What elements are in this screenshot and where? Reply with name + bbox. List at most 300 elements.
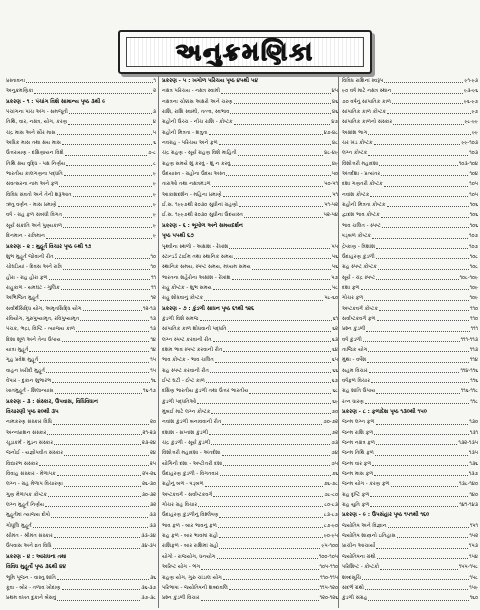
entry-page-number: ૧૦૭ xyxy=(469,233,478,240)
entry-title: ગોચર ગ્રહ વિચાર xyxy=(162,502,198,509)
leader-dots xyxy=(49,273,151,280)
leader-dots xyxy=(232,273,331,280)
entry-title: વિવિધ રાશિનાં સ્વરૂપ xyxy=(342,78,384,84)
entry-title: વર્ષ કુંડળી xyxy=(342,336,362,343)
index-entry xyxy=(6,314,156,324)
entry-page-number: ૩૩ xyxy=(149,522,156,529)
index-entry xyxy=(342,169,478,179)
entry-page-number: ૫૧-૫૨ xyxy=(324,202,338,209)
entry-page-number: ૩૨ xyxy=(149,502,156,509)
leader-dots xyxy=(384,76,463,83)
entry-page-number: ૪૮-૪૯ xyxy=(324,150,338,157)
entry-title: જન્મ નક્ષત્ર ફળ xyxy=(342,440,376,447)
entry-title: વેપાર - દુકાન શુભારંભ xyxy=(6,377,52,384)
leader-dots xyxy=(217,552,318,559)
index-entry xyxy=(342,386,478,396)
leader-dots xyxy=(53,541,141,548)
index-entry xyxy=(342,335,478,345)
leader-dots xyxy=(219,138,331,145)
entry-page-number: ૧૫૩ xyxy=(468,543,478,550)
entry-page-number: ૯૮-૯૯ xyxy=(464,119,478,126)
entry-title: ગુણ મેળાપક કોષ્ટક xyxy=(6,491,48,498)
index-entry xyxy=(162,521,338,531)
entry-page-number: ૭૦-૭૨ xyxy=(323,419,338,426)
leader-dots xyxy=(57,573,149,580)
leader-dots xyxy=(58,200,153,207)
leader-dots xyxy=(47,428,141,435)
entry-title: સંદર્ભ ગ્રંથો xyxy=(342,584,364,591)
leader-dots xyxy=(249,386,331,393)
index-entry xyxy=(162,366,338,376)
leader-dots xyxy=(234,97,331,104)
entry-page-number: ૯ xyxy=(153,222,156,229)
entry-page-number: ૬૭ xyxy=(331,377,338,384)
entry-page-number: ૧૫૨ xyxy=(469,533,478,540)
index-entry xyxy=(162,200,338,210)
index-entry xyxy=(342,355,478,365)
index-entry xyxy=(342,117,478,127)
leader-dots xyxy=(379,304,469,311)
index-entry xyxy=(342,314,478,324)
entry-page-number: ૧૩ xyxy=(150,315,156,322)
entry-page-number: ૫૭ xyxy=(331,274,338,281)
entry-title: રાહુકાળ - યમઘંટ - ગુલિક xyxy=(6,284,60,291)
leader-dots xyxy=(228,324,332,331)
index-entry xyxy=(162,407,338,417)
leader-dots xyxy=(57,469,141,476)
entry-page-number: ૪ xyxy=(152,119,156,126)
entry-page-number: ૯ xyxy=(153,202,156,209)
leader-dots xyxy=(229,242,330,249)
entry-title: તિથિ, વાર, નક્ષત્ર, યોગ, કરણ xyxy=(6,119,68,126)
entry-page-number: ૬૩ xyxy=(331,336,338,343)
index-entry xyxy=(162,314,338,324)
leader-dots xyxy=(34,86,152,93)
entry-page-number: ૧૦૮ xyxy=(469,253,478,260)
index-entry xyxy=(162,210,338,220)
index-entry xyxy=(342,459,478,469)
leader-dots xyxy=(33,521,149,528)
entry-page-number: ૭૫ xyxy=(331,460,338,467)
entry-title: કુંડળી વિશે સમજ xyxy=(162,315,199,322)
entry-page-number: ૮૦-૮૩ xyxy=(324,502,338,509)
index-entry xyxy=(162,86,338,96)
leader-dots xyxy=(370,490,468,497)
entry-page-number: ૩૬-૩૭ xyxy=(141,584,156,591)
entry-title: અધિક માસ તથા ક્ષય માસ xyxy=(6,140,61,147)
leader-dots xyxy=(365,583,468,590)
entry-page-number: ૧૦૦-૧૦૫ xyxy=(318,553,338,560)
leader-dots xyxy=(376,541,468,548)
index-entry xyxy=(162,459,338,469)
index-column-1 xyxy=(6,76,156,608)
entry-title: પરિશિષ્ટ - કોષ્ટકો xyxy=(342,564,380,571)
index-entry xyxy=(342,531,478,541)
chapter-heading xyxy=(162,221,338,231)
entry-page-number: ૧૪ xyxy=(150,346,156,353)
entry-page-number: ૭૬-૭૮ xyxy=(323,481,338,488)
entry-title: પ્રથમ વખત દુકાને બેસવું xyxy=(6,595,57,602)
leader-dots xyxy=(377,314,470,321)
entry-page-number: ૧૧૦ xyxy=(470,305,478,312)
leader-dots xyxy=(366,324,469,331)
index-entry xyxy=(6,500,156,510)
entry-title: ઈષ્ટ ઘટી - ઈષ્ટ કાળ xyxy=(162,377,205,384)
entry-title: ગ્રહોની મિત્રતા - શત્રુતા xyxy=(162,129,208,136)
entry-page-number: ૬૬ xyxy=(332,367,338,374)
leader-dots xyxy=(201,562,318,569)
entry-title: સર્વાર્થસિદ્ધિ યોગ, અમૃતસિદ્ધિ યોગ xyxy=(6,305,82,312)
leader-dots xyxy=(223,190,332,197)
entry-title: પ્રશ્ન કુંડળી વિચાર xyxy=(162,595,200,602)
entry-title: પૃષ્ઠ ૫૫થી ૬૭ xyxy=(162,233,194,240)
entry-page-number: ૬૧ xyxy=(332,315,338,322)
entry-title: મુંથા - વર્ષેશ xyxy=(342,357,367,364)
entry-title: નામકરણ સંસ્કાર વિધિ xyxy=(6,419,53,426)
leader-dots xyxy=(388,521,469,528)
entry-page-number: ૧૩૫ xyxy=(468,450,478,457)
entry-page-number: ૬૮ xyxy=(332,388,338,395)
index-entry xyxy=(342,593,478,603)
entry-title: જનોઈ - યજ્ઞોપવીત સંસ્કાર xyxy=(6,450,64,457)
leader-dots xyxy=(53,417,149,424)
entry-title: ગ્રહ સ્પષ્ટ કોષ્ટક xyxy=(342,264,377,271)
index-entry xyxy=(342,324,478,334)
entry-page-number: ૬ xyxy=(153,140,156,147)
entry-title: અષ્ટકવર્ગ કોષ્ટક xyxy=(342,305,378,312)
leader-dots xyxy=(39,355,149,362)
index-entry xyxy=(162,169,338,179)
leader-dots xyxy=(222,417,322,424)
entry-page-number: ૪૭ xyxy=(331,119,338,126)
leader-dots xyxy=(204,293,323,300)
index-entry xyxy=(162,593,338,603)
entry-title: ગ્રહોનું બળ - ષડ્બળ xyxy=(162,481,204,488)
entry-title: ગોધૂલિ મુહૂર્ત xyxy=(6,522,32,529)
leader-dots xyxy=(382,221,469,228)
entry-page-number: ૯૧-૯૩ xyxy=(464,78,478,84)
leader-dots xyxy=(26,76,153,83)
leader-dots xyxy=(226,169,330,176)
entry-page-number: ૬૪ xyxy=(332,346,338,353)
entry-title: પ્રકરણ - ૬ : ભૂગોળ અને સમયદર્શન xyxy=(162,222,243,229)
leader-dots xyxy=(63,221,152,228)
leader-dots xyxy=(384,179,468,186)
entry-title: રાશિફળ - બાર રાશિમાં ગ્રહો xyxy=(162,543,219,550)
entry-title: ૭૦ વર્ષનું સાંપાતિક કાળ xyxy=(342,98,392,105)
entry-title: ભાવ ચલિત - સ્પષ્ટ xyxy=(342,222,381,229)
entry-title: દ્વાદશ ભાવ કોષ્ટક xyxy=(342,212,380,219)
entry-title: પંચક, ભદ્રા, વિષ્ટિ - ત્યાજ્ય કાળ xyxy=(6,326,76,333)
index-entry xyxy=(6,479,156,489)
index-entry xyxy=(342,541,478,551)
leader-dots xyxy=(376,417,469,424)
index-entry xyxy=(342,128,478,138)
entry-page-number: ૧૦૩ xyxy=(469,150,478,157)
entry-title: ગ્રહ સ્પષ્ટ કરવાની રીત xyxy=(162,367,209,374)
chapter-heading xyxy=(6,397,156,407)
entry-title: ષડ્બળ કોષ્ટક xyxy=(342,233,372,240)
leader-dots xyxy=(197,397,331,404)
entry-page-number: ૧૦૮ xyxy=(469,264,478,271)
leader-dots xyxy=(66,159,152,166)
entry-page-number: ૧૧૬-૧૧૮ xyxy=(460,388,478,395)
leader-dots xyxy=(62,138,152,145)
entry-page-number: ૯૫-૧૦૦ xyxy=(321,543,338,550)
entry-page-number: ૧૧૬ xyxy=(470,377,478,384)
entry-title: સ્ટાન્ડર્ડ ટાઈમ તથા સ્થાનિક સમય xyxy=(162,253,234,260)
index-entry xyxy=(342,573,478,583)
entry-page-number: ૧૨૦-૧૨૬ xyxy=(319,595,338,602)
index-entry xyxy=(6,293,156,303)
entry-title: સીમંત - શ્રીમંત સંસ્કાર xyxy=(6,533,53,540)
index-entry xyxy=(6,593,156,603)
entry-title: વિંશોત્તરી મહાદશા xyxy=(342,160,379,167)
entry-page-number: ૧૫ xyxy=(150,367,156,374)
entry-title: રાહુ શોધવાનું કોષ્ટક xyxy=(162,295,204,302)
entry-title: નવગ્રહ - પરિચય અને ફળ xyxy=(162,140,218,147)
index-entry xyxy=(162,573,338,583)
entry-page-number: ૭૩ xyxy=(331,440,338,447)
entry-page-number: ૧૦૯ xyxy=(469,284,478,291)
leader-dots xyxy=(62,583,141,590)
index-entry xyxy=(162,355,338,365)
entry-title: દક્ષિણ ભારતીય કુંડળી તથા ઉત્તર ભારતીય xyxy=(162,388,249,395)
entry-title: ગ્રહણ સમયે શું કરવું - શું ન કરવું xyxy=(162,160,231,167)
index-entry xyxy=(342,448,478,458)
entry-page-number: ૧૦૬ xyxy=(469,202,478,209)
index-entry xyxy=(342,179,478,189)
entry-page-number: ૫૧ xyxy=(332,191,338,198)
index-entry xyxy=(342,479,478,489)
entry-title: વિચારણી પૃષ્ઠ ૨૦થી ૩૫ xyxy=(6,409,59,415)
entry-title: વિવિધ મુહૂર્તો પૃષ્ઠ ૩૬થી ૪૪ xyxy=(6,564,66,571)
index-entry xyxy=(342,200,478,210)
index-entry xyxy=(342,283,478,293)
leader-dots xyxy=(54,438,141,445)
chapter-heading xyxy=(6,562,156,572)
leader-dots xyxy=(220,469,331,476)
entry-page-number: ૧૦૪ xyxy=(469,171,478,178)
entry-title: ચોઘડિયાં - દિવસ અને રાત્રિ xyxy=(6,264,63,271)
index-entry xyxy=(6,138,156,148)
index-entry xyxy=(162,531,338,541)
entry-title: મુહૂર્તમાં ત્યાજ્ય દોષો xyxy=(6,512,51,519)
index-entry xyxy=(6,252,156,262)
entry-title: ભૂમિ પૂજન - વાસ્તુ શાંતિ xyxy=(6,574,56,581)
entry-title: પ્રકરણ - ૩ : સંસ્કાર, ઉપવાસ, વિધિવિધાન xyxy=(6,398,98,405)
entry-page-number: ૩૩ xyxy=(149,512,156,519)
entry-page-number: ૨૫ xyxy=(149,460,156,467)
leader-dots xyxy=(376,438,457,445)
entry-title: ઉદાહરણ કુંડળીનું વિશ્લેષણ xyxy=(162,512,219,519)
leader-dots xyxy=(375,448,468,455)
index-entry xyxy=(6,448,156,458)
entry-page-number: ૧૦૫-૧૧૦ xyxy=(319,564,338,571)
entry-title: દિનમાન - રાત્રિમાન xyxy=(6,233,46,240)
entry-page-number: ૩૭-૩૮ xyxy=(141,595,156,602)
leader-dots xyxy=(218,521,323,528)
entry-title: ખાતમુહૂર્ત - શિલાન્યાસ xyxy=(6,388,54,395)
entry-title: અરિષ્ટ યોગ - ભંગ xyxy=(162,564,201,571)
leader-dots xyxy=(381,169,468,176)
leader-dots xyxy=(205,479,323,486)
index-entry xyxy=(342,97,478,107)
index-entry xyxy=(6,521,156,531)
entry-page-number: ૧૧૪-૧૧૬ xyxy=(460,367,478,374)
entry-title: તિથિ ક્ષય વૃદ્ધિ - પક્ષ નિર્ણય xyxy=(6,160,66,167)
entry-page-number: ૯૯ xyxy=(472,129,478,136)
entry-title: ઉદયાસ્ત - ગ્રહોના ઉદય અસ્ત xyxy=(162,171,226,178)
entry-page-number: ૨૫-૨૬ xyxy=(142,471,156,478)
leader-dots xyxy=(397,531,469,538)
leader-dots xyxy=(64,448,149,455)
entry-page-number: ૫૮-૬૦ xyxy=(324,295,338,302)
leader-dots xyxy=(45,500,149,507)
leader-dots xyxy=(219,510,322,517)
index-entry xyxy=(6,366,156,376)
entry-page-number: ૫૬ xyxy=(331,264,338,271)
entry-page-number: ૧૧ xyxy=(151,274,156,281)
leader-dots xyxy=(200,314,332,321)
index-entry xyxy=(162,97,338,107)
entry-page-number: ૯૬-૯૭ xyxy=(464,98,478,105)
index-title-banner xyxy=(118,30,372,74)
entry-title: ગ્રહ ફળ - બાર ભાવમાં ગ્રહો xyxy=(162,533,218,540)
index-entry xyxy=(162,500,338,510)
entry-page-number: ૫૨-૫૪ xyxy=(323,212,338,219)
entry-title: અન્નપ્રાશન સંસ્કાર xyxy=(6,429,47,436)
entry-title: કૂવા - બોર - તળાવ ખોદાણ xyxy=(6,584,61,591)
entry-title: જ્યોતિષ અને વિજ્ઞાન xyxy=(342,522,387,529)
index-entry xyxy=(6,169,156,179)
entry-title: દશા ફળ xyxy=(342,284,360,291)
entry-title: સ્થાનિક સમય, સ્પષ્ટ સમય, મધ્યમ સમય xyxy=(162,264,251,271)
chapter-heading xyxy=(6,407,156,417)
entry-title: આકાશદર્શન - મહિના પ્રમાણે xyxy=(162,191,222,198)
index-entry xyxy=(6,510,156,520)
entry-title: જન્મ લગ્ન ફળ xyxy=(342,419,375,426)
index-entry xyxy=(6,148,156,158)
entry-page-number: ૬૯ xyxy=(332,398,338,405)
entry-title: વર્ષફળ વિચાર xyxy=(342,377,371,384)
entry-title: ઉદાહરણ કુંડળી - વિગતવાર xyxy=(162,471,219,478)
index-entry xyxy=(342,210,478,220)
entry-title: વિંશોત્તરી મહાદશા - અંતર્દશા xyxy=(162,450,221,457)
leader-dots xyxy=(223,573,319,580)
index-column-2 xyxy=(158,76,338,608)
leader-dots xyxy=(39,459,149,466)
entry-page-number: ૫૬ xyxy=(331,253,338,260)
entry-page-number: ૧૦૬ xyxy=(469,222,478,229)
leader-dots xyxy=(234,252,331,259)
entry-page-number: ૩૬ xyxy=(149,574,156,581)
entry-title: પ્રાચીન આચાર્યો xyxy=(342,543,376,550)
entry-page-number: ૧૦૬ xyxy=(469,212,478,219)
leader-dots xyxy=(230,107,331,114)
entry-page-number: ૩ xyxy=(152,109,156,116)
entry-title: શબ્દસૂચિ xyxy=(342,574,362,581)
entry-title: સહમ વિચાર xyxy=(342,367,368,374)
entry-title: ગ્રહોની મિત્રતા કોષ્ટક xyxy=(342,202,386,209)
entry-title: ઈ.સ. ૧૯૯૭થી ૨૦૩૦ સુધીનાં ગ્રહણો xyxy=(162,202,238,209)
entry-page-number: ૨૪ xyxy=(149,450,156,457)
entry-page-number: ૯૩-૯૬ xyxy=(464,88,478,95)
index-entry xyxy=(342,521,478,531)
index-entry xyxy=(6,283,156,293)
entry-title: ગૃહ પ્રવેશ મુહૂર્ત xyxy=(6,357,39,364)
leader-dots xyxy=(213,335,331,342)
leader-dots xyxy=(57,128,152,135)
entry-page-number: ૧૧૧-૧૧૩ xyxy=(460,336,478,343)
entry-page-number: ૪૫ xyxy=(331,88,338,95)
entry-title: લગ્ન મુહૂર્ત નિર્ણય xyxy=(6,502,45,509)
entry-page-number: ૨ xyxy=(153,88,156,95)
leader-dots xyxy=(368,345,468,352)
leader-dots xyxy=(64,169,152,176)
leader-dots xyxy=(59,179,152,186)
index-entry xyxy=(6,200,156,210)
entry-title: અક્ષાંશ ભાગ xyxy=(342,129,368,136)
index-entry xyxy=(342,500,478,510)
leader-dots xyxy=(219,531,323,538)
index-entry xyxy=(6,190,156,200)
index-entry xyxy=(342,438,478,448)
entry-title: શુભ મુહૂર્ત જોવાની રીત xyxy=(6,253,54,260)
index-entry xyxy=(342,159,478,169)
entry-page-number: ૧૩૧ xyxy=(469,429,478,436)
index-entry xyxy=(162,252,338,262)
entry-page-number: ૪૭-૪૮ xyxy=(323,129,338,136)
entry-page-number: ૫ xyxy=(152,129,156,136)
leader-dots xyxy=(73,190,152,197)
entry-title: નક્ષત્ર પરિચય - નક્ષત્ર સ્વામી xyxy=(162,88,220,95)
leader-dots xyxy=(83,304,142,311)
index-entry xyxy=(342,293,478,303)
index-entry xyxy=(162,583,338,593)
entry-title: અભિજિત મુહૂર્ત xyxy=(6,295,39,302)
leader-dots xyxy=(371,376,469,383)
entry-title: જન્મ તિથિ ફળ xyxy=(342,450,374,457)
entry-page-number: ૧૫૯ xyxy=(469,584,478,591)
entry-page-number: ૯ xyxy=(153,171,156,178)
index-entry xyxy=(6,355,156,365)
entry-title: ગ્રહ શાંતિ ઉપાય xyxy=(342,388,376,395)
entry-title: જ્યોતિષ શાસ્ત્રનો ઇતિહાસ xyxy=(342,533,396,540)
leader-dots xyxy=(51,510,148,517)
leader-dots xyxy=(223,345,331,352)
entry-title: ગ્રહ યુતિ ફળ xyxy=(342,502,370,509)
entry-page-number: ૧૩૮-૧૪૦ xyxy=(459,481,478,488)
index-entry xyxy=(162,417,338,427)
entry-page-number: ૫૦ xyxy=(331,171,338,178)
leader-dots xyxy=(52,376,149,383)
entry-page-number: ૧૧૮ xyxy=(470,398,478,405)
entry-title: પ્રકરણ - ૨ : મુહૂર્ત વિચાર પૃષ્ઠ ૯થી ૧૭ xyxy=(6,243,92,250)
index-entry xyxy=(162,107,338,117)
entry-title: રવિયોગ, ગુરુપુષ્યામૃત, રવિપુષ્યામૃત xyxy=(6,315,80,322)
entry-title: સંવત્સરના નામ અને ફળ xyxy=(6,181,59,188)
leader-dots xyxy=(365,397,469,404)
index-entry xyxy=(6,428,156,438)
entry-title: વર્ષ - ગ્રહ ફળ સંબંધી વિગત xyxy=(6,212,63,219)
index-entry xyxy=(6,304,156,314)
entry-title: કુંડળી પદ્ધતિઓ xyxy=(162,398,197,405)
entry-page-number: ૧૪૦ xyxy=(469,491,478,498)
leader-dots xyxy=(363,335,460,342)
entry-page-number: ૧૧૫-૧૨૦ xyxy=(319,584,338,591)
entry-title: દશમ ભાવ સ્પષ્ટ કરવાની રીત xyxy=(162,346,223,353)
